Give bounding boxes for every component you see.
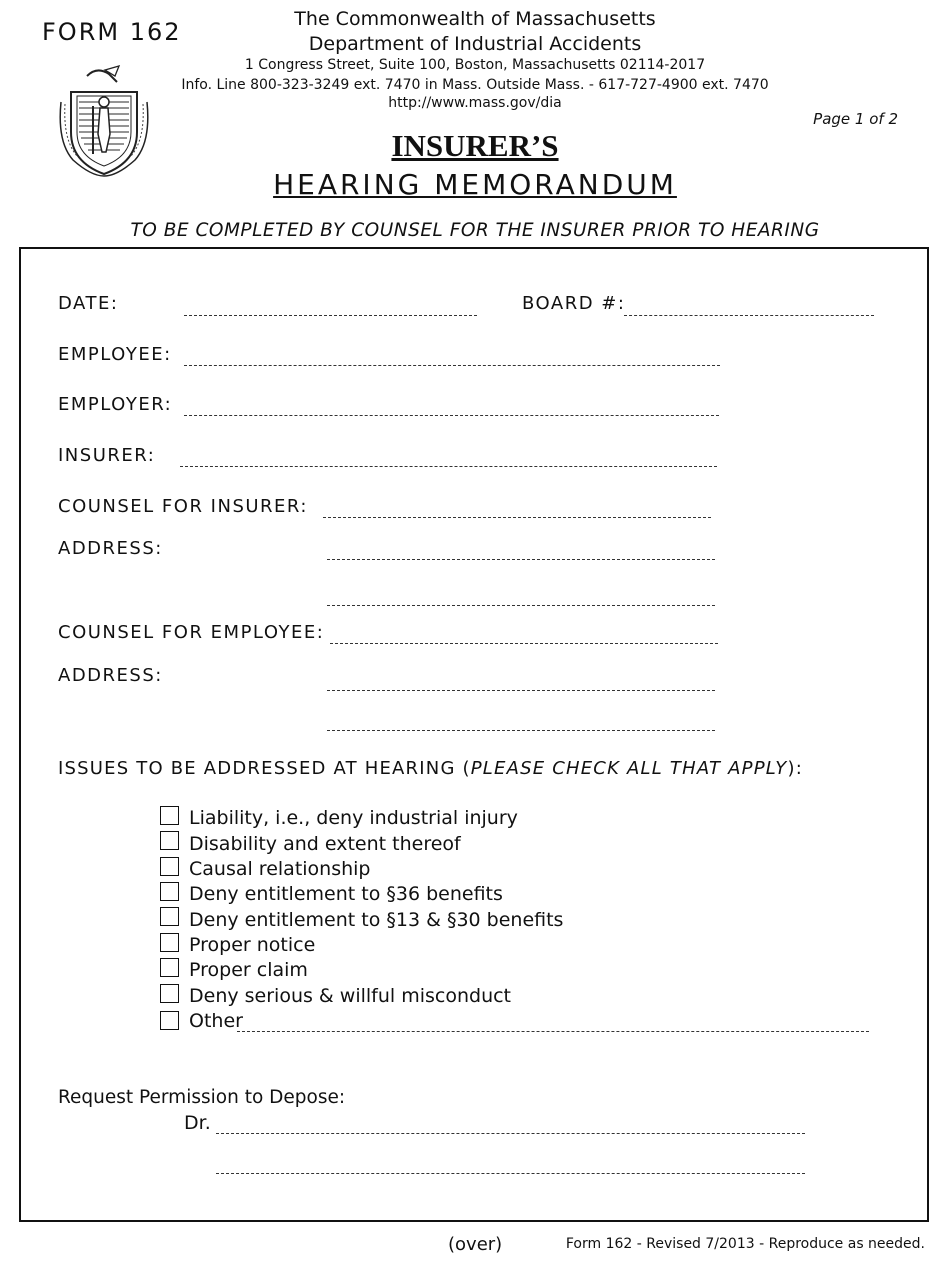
issues-heading bbox=[58, 758, 803, 779]
form-number: FORM 162 bbox=[42, 18, 182, 46]
counsel-employee-field[interactable] bbox=[330, 643, 718, 644]
insurer-address-label: ADDRESS: bbox=[58, 538, 163, 559]
insurer-address-field-1[interactable] bbox=[327, 559, 715, 560]
employer-label: EMPLOYER: bbox=[58, 394, 173, 415]
counsel-insurer-label: COUNSEL FOR INSURER: bbox=[58, 496, 308, 517]
checkbox-liability[interactable] bbox=[160, 806, 179, 825]
employee-address-label: ADDRESS: bbox=[58, 665, 163, 686]
checkbox-causal-relationship[interactable] bbox=[160, 857, 179, 876]
depose-doctor-field-2[interactable] bbox=[216, 1173, 805, 1174]
checkbox-section-13-30[interactable] bbox=[160, 907, 179, 926]
option-section-13-30: Deny entitlement to §13 & §30 benefits bbox=[189, 909, 564, 931]
option-disability: Disability and extent thereof bbox=[189, 833, 461, 855]
other-field[interactable] bbox=[237, 1031, 869, 1032]
option-proper-claim: Proper claim bbox=[189, 959, 308, 981]
employee-label: EMPLOYEE: bbox=[58, 344, 172, 365]
checkbox-proper-notice[interactable] bbox=[160, 933, 179, 952]
employer-field[interactable] bbox=[184, 415, 719, 416]
insurer-address-field-2[interactable] bbox=[327, 605, 715, 606]
header-info-line: Info. Line 800-323-3249 ext. 7470 in Mass. Outside Mass. - 617-727-4900 ext. 7470 bbox=[181, 77, 769, 93]
employee-field[interactable] bbox=[184, 365, 720, 366]
depose-doctor-field-1[interactable] bbox=[216, 1133, 805, 1134]
checkbox-section-36[interactable] bbox=[160, 882, 179, 901]
option-proper-notice: Proper notice bbox=[189, 934, 316, 956]
title-hearing-memorandum: HEARING MEMORANDUM bbox=[273, 168, 677, 201]
checkbox-proper-claim[interactable] bbox=[160, 958, 179, 977]
form-body bbox=[19, 247, 929, 1222]
header-department: Department of Industrial Accidents bbox=[308, 33, 642, 55]
option-willful-misconduct: Deny serious & willful misconduct bbox=[189, 985, 512, 1007]
over-indicator: (over) bbox=[448, 1234, 503, 1255]
counsel-employee-label: COUNSEL FOR EMPLOYEE: bbox=[58, 622, 325, 643]
option-liability: Liability, i.e., deny industrial injury bbox=[189, 807, 518, 829]
checkbox-willful-misconduct[interactable] bbox=[160, 984, 179, 1003]
insurer-field[interactable] bbox=[180, 466, 717, 467]
title-insurers: INSURER’S bbox=[391, 128, 559, 163]
issues-heading-emphasis: PLEASE CHECK ALL THAT APPLY bbox=[470, 758, 788, 779]
depose-dr-label: Dr. bbox=[184, 1112, 211, 1134]
subtitle-instructions: TO BE COMPLETED BY COUNSEL FOR THE INSURER PRIOR TO HEARING bbox=[130, 220, 820, 241]
employee-address-field-2[interactable] bbox=[327, 730, 715, 731]
insurer-label: INSURER: bbox=[58, 445, 156, 466]
counsel-insurer-field[interactable] bbox=[323, 517, 711, 518]
issues-heading-end: ): bbox=[787, 758, 803, 779]
option-section-36: Deny entitlement to §36 benefits bbox=[189, 883, 503, 905]
checkbox-disability[interactable] bbox=[160, 831, 179, 850]
footer-revision: Form 162 - Revised 7/2013 - Reproduce as needed. bbox=[565, 1236, 925, 1252]
issues-heading-start: ISSUES TO BE ADDRESSED AT HEARING ( bbox=[58, 758, 471, 779]
page-indicator: Page 1 of 2 bbox=[813, 110, 898, 128]
option-causal-relationship: Causal relationship bbox=[189, 858, 371, 880]
employee-address-field-1[interactable] bbox=[327, 690, 715, 691]
option-other: Other bbox=[189, 1010, 243, 1032]
header-commonwealth: The Commonwealth of Massachusetts bbox=[294, 8, 656, 30]
date-label: DATE: bbox=[58, 293, 119, 314]
date-field[interactable] bbox=[184, 315, 477, 316]
board-number-field[interactable] bbox=[624, 315, 874, 316]
header-website-link[interactable]: http://www.mass.gov/dia bbox=[388, 95, 562, 111]
depose-label: Request Permission to Depose: bbox=[58, 1087, 346, 1108]
board-number-label: BOARD #: bbox=[522, 293, 626, 314]
header-address: 1 Congress Street, Suite 100, Boston, Massachusetts 02114-2017 bbox=[244, 57, 706, 73]
checkbox-other[interactable] bbox=[160, 1011, 179, 1030]
